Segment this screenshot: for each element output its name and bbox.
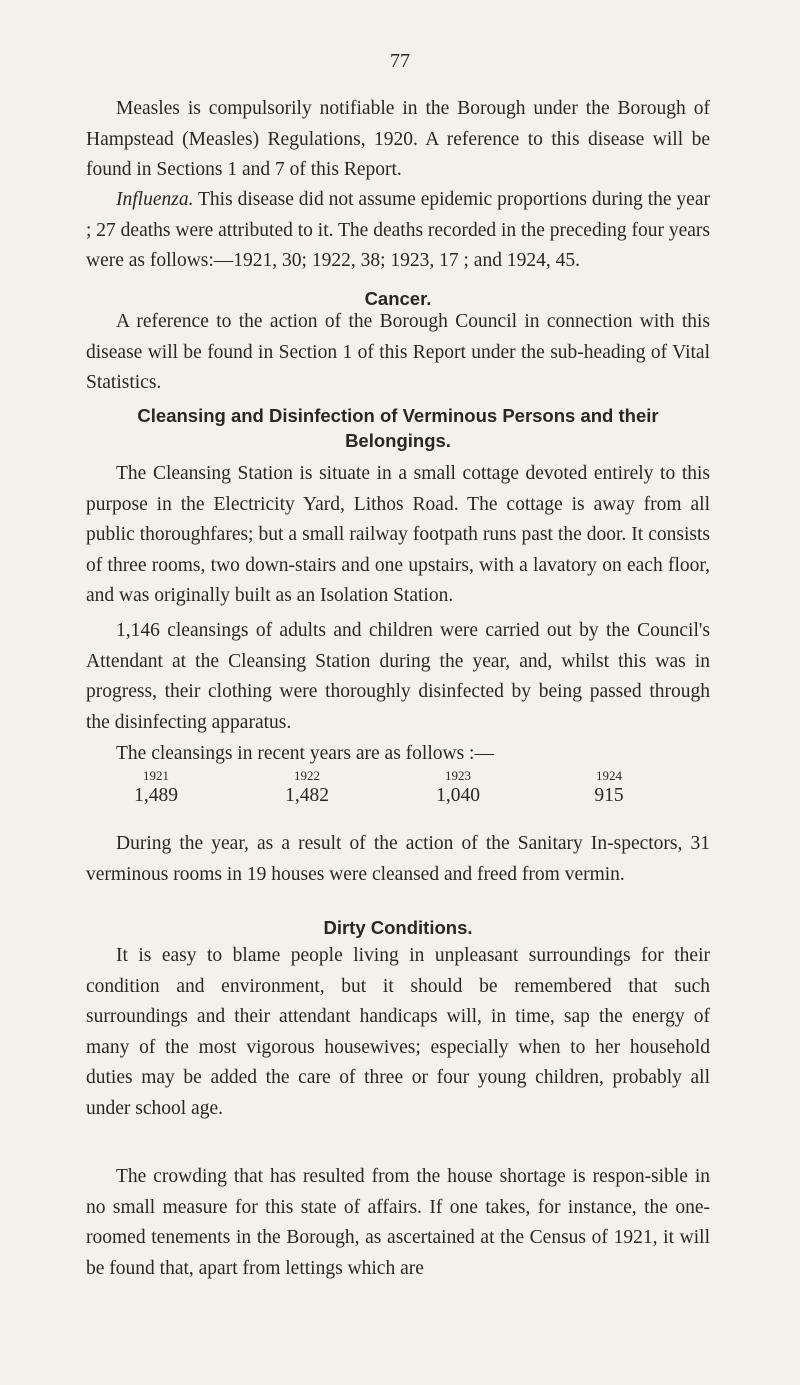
cleansing-station-paragraph: The Cleansing Station is situate in a small cottage devoted entirely to this purpose in the Electricity Yard, Lithos Road. The cottage is away from all public thoroughfares; but a small railway footpath runs past the door. It consists of three rooms, two down-stairs and one upstairs, with a lavatory on each floor, and was originally built as an Isolation Station.: [86, 463, 710, 606]
page-number: 77: [390, 50, 410, 72]
influenza-paragraph: [86, 185, 710, 277]
cleansings-values-row: [86, 785, 710, 811]
cancer-paragraph: A reference to the action of the Borough Council in connection with this disease will be found in Section 1 of this Report under the sub-heading of Vital Statistics.: [86, 311, 710, 393]
value-1922: 1,482: [285, 785, 329, 806]
measles-paragraph: Measles is compulsorily notifiable in the Borough under the Borough of Hampstead (Measles) Regulations, 1920. A reference to this disease will be found in Sections 1 and 7 of this Report.: [86, 98, 710, 180]
sanitary-inspectors-paragraph: During the year, as a result of the action of the Sanitary In-spectors, 31 verminous rooms in 19 houses were cleansed and freed from vermin.: [86, 833, 710, 885]
crowding-paragraph: The crowding that has resulted from the house shortage is respon-sible in no small measure for this state of affairs. If one takes, for instance, the one-roomed tenements in the Borough, as ascertained at the Census of 1921, it will be found that, apart from lettings which are: [86, 1166, 710, 1279]
year-1921: 1921: [143, 768, 169, 783]
value-1924: 915: [594, 785, 624, 806]
cancer-heading: Cancer.: [364, 288, 432, 309]
cleansing-heading: Cleansing and Disinfection of Verminous Persons and their Belongings.: [137, 405, 659, 451]
cleansings-intro: The cleansings in recent years are as follows :—: [116, 743, 494, 764]
value-1923: 1,040: [436, 785, 480, 806]
influenza-label: Influenza.: [116, 189, 194, 210]
value-1921: 1,489: [134, 785, 178, 806]
dirty-conditions-paragraph: It is easy to blame people living in unpleasant surroundings for their condition and environment, but it should be remembered that such surroundings and their attendant handicaps will, in time, sap the energy of many of the most vigorous housewives; especially when to her household duties may be added the care of three or four young children, probably all under school age.: [86, 945, 710, 1119]
influenza-text: This disease did not assume epidemic proportions during the year ; 27 deaths were attributed to it. The deaths recorded in the preceding four years were as follows:—1921, 30; 1922, 38; 1923, 17 ; and 1924, 45.: [86, 189, 710, 271]
year-1924: 1924: [596, 768, 622, 783]
year-1922: 1922: [294, 768, 320, 783]
cleansings-years-row: [86, 768, 710, 786]
dirty-conditions-heading: Dirty Conditions.: [323, 917, 473, 938]
year-1923: 1923: [445, 768, 471, 783]
cleansings-count-paragraph: 1,146 cleansings of adults and children were carried out by the Council's Attendant at the Cleansing Station during the year, and, whilst this was in progress, their clothing were thoroughly disinfected by being passed through the disinfecting apparatus.: [86, 620, 710, 733]
